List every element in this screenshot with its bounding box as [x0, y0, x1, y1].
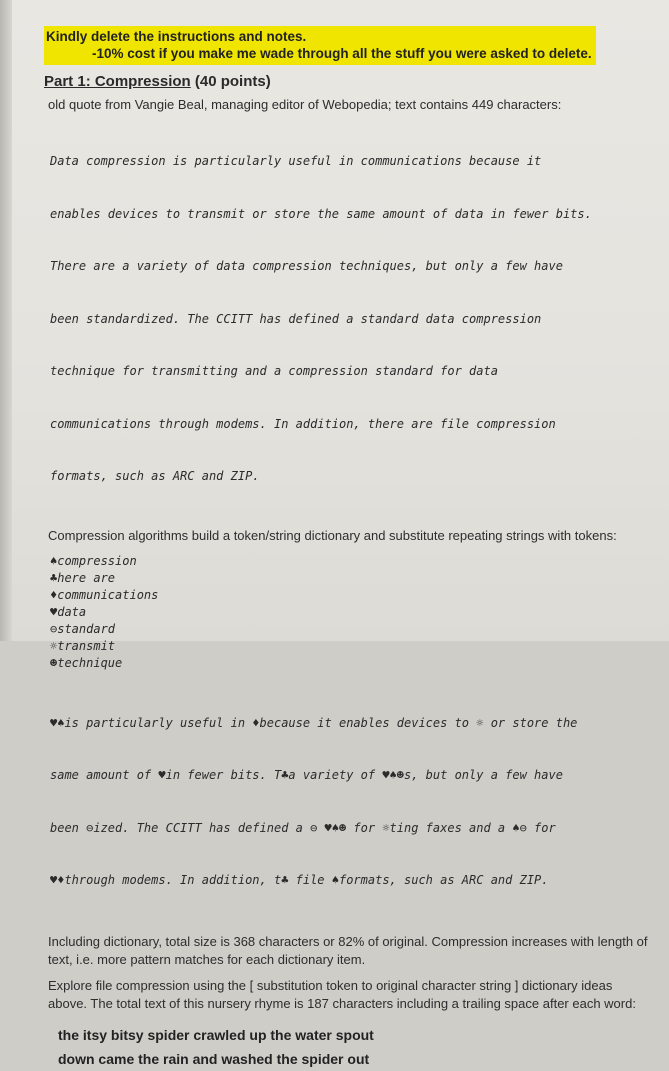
- original-quote: [50, 118, 654, 521]
- summary-paragraph: Including dictionary, total size is 368 characters or 82% of original. Compression increases with length of text, i.e. more pattern matches for each dictionary item.: [48, 933, 648, 967]
- rhyme-line: the itsy bitsy spider crawled up the water spout: [58, 1026, 374, 1043]
- token-entry: ♥data: [50, 604, 87, 619]
- nursery-rhyme: [58, 1023, 654, 1071]
- token-entry: ♦communications: [50, 587, 159, 602]
- notice-line-2: -10% cost if you make me wade through all the stuff you were asked to delete.: [92, 46, 592, 61]
- page-edge-shadow: [0, 0, 12, 641]
- compressed-line: ♥♦through modems. In addition, t♣ file ♠formats, such as ARC and ZIP.: [50, 873, 549, 887]
- quote-line: technique for transmitting and a compression standard for data: [50, 364, 498, 378]
- highlighted-notice: [44, 26, 596, 65]
- quote-intro: old quote from Vangie Beal, managing editor of Webopedia; text contains 449 characters:: [48, 97, 562, 112]
- rhyme-line: down came the rain and washed the spider out: [58, 1050, 370, 1067]
- token-entry: ☼transmit: [50, 638, 116, 653]
- quote-line: Data compression is particularly useful in communications because it: [50, 154, 542, 168]
- notice-line-1: Kindly delete the instructions and notes.: [46, 29, 307, 44]
- quote-line: enables devices to transmit or store the same amount of data in fewer bits.: [50, 206, 592, 221]
- token-entry: ♠compression: [50, 553, 137, 568]
- quote-line: formats, such as ARC and ZIP.: [50, 469, 260, 483]
- part-heading: [44, 73, 654, 90]
- compressed-line: ♥♠is particularly useful in ♦because it enables devices to ☼ or store the: [50, 715, 578, 730]
- compressed-line: been ⊖ized. The CCITT has defined a ⊖ ♥♠☻ for ☼ting faxes and a ♠⊖ for: [50, 820, 556, 835]
- quote-line: There are a variety of data compression techniques, but only a few have: [50, 259, 563, 273]
- token-entry: ♣here are: [50, 570, 116, 585]
- token-entry: ☻technique: [50, 655, 123, 670]
- part-title: Part 1: Compression: [44, 73, 191, 90]
- token-entry: ⊖standard: [50, 621, 116, 636]
- compressed-text: [50, 680, 654, 925]
- algorithm-description: Compression algorithms build a token/string dictionary and substitute repeating strings with tokens:: [48, 527, 617, 543]
- quote-line: been standardized. The CCITT has defined a standard data compression: [50, 311, 542, 326]
- explore-paragraph: Explore file compression using the [ substitution token to original character string ] dictionary ideas above. The total text of this nursery rhyme is 187 characters including a trailing space after each word:: [48, 977, 636, 1011]
- compressed-line: same amount of ♥in fewer bits. T♣a variety of ♥♠☻s, but only a few have: [50, 768, 563, 782]
- document-content: [44, 26, 654, 1071]
- token-dictionary: [50, 553, 654, 672]
- part-points: (40 points): [190, 73, 271, 90]
- quote-line: communications through modems. In addition, there are file compression: [50, 416, 556, 431]
